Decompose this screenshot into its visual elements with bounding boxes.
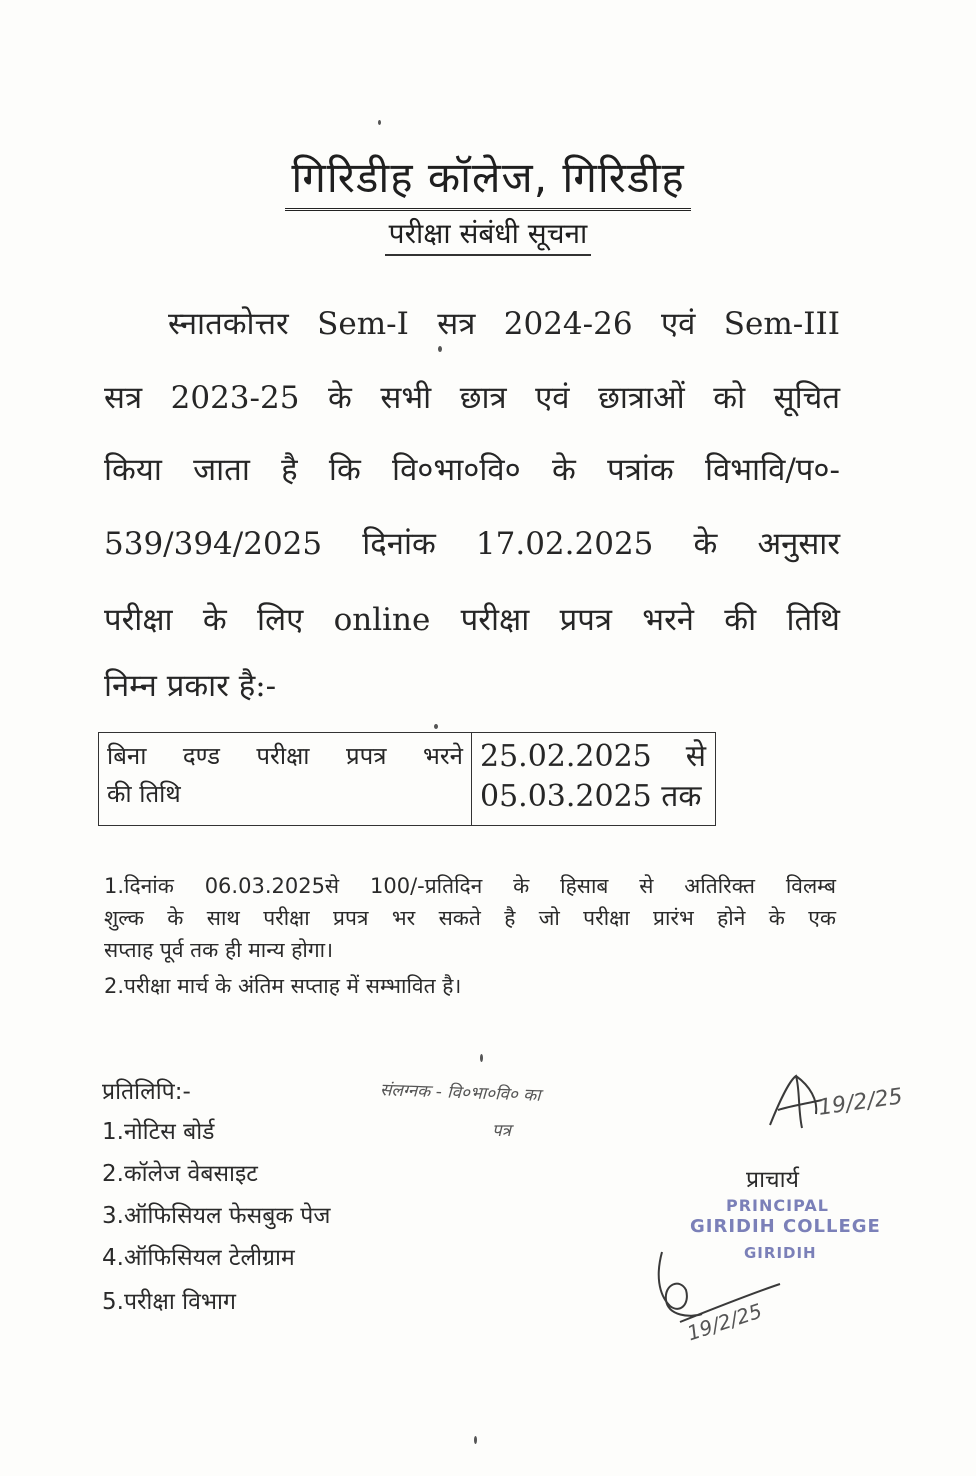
copy-item-website: 2.कॉलेज वेबसाइट [102, 1161, 258, 1187]
scan-speck [378, 120, 381, 125]
note-line-4: 2.परीक्षा मार्च के अंतिम सप्ताह में सम्भावित है। [104, 974, 462, 998]
schedule-table [98, 732, 716, 826]
copy-item-notice-board: 1.नोटिस बोर्ड [102, 1119, 215, 1145]
note-line-2: शुल्क के साथ परीक्षा प्रपत्र भर सकते है जो परीक्षा प्रारंभ होने के एक [104, 906, 836, 930]
copy-item-telegram: 4.ऑफिसियल टेलीग्राम [102, 1245, 295, 1271]
notice-subtitle: परीक्षा संबंधी सूचना [0, 214, 976, 252]
note-line-1: 1.दिनांक 06.03.2025से 100/-प्रतिदिन के हिसाब से अतिरिक्त विलम्ब [104, 874, 836, 898]
body-line-1: स्नातकोत्तर Sem-I सत्र 2024-26 एवं Sem-III [168, 306, 840, 342]
scan-speck [474, 1436, 477, 1444]
enclosure-note-line-2: पत्र [492, 1121, 512, 1141]
schedule-label-cell [99, 733, 472, 826]
seal-line-1: PRINCIPAL [726, 1196, 829, 1215]
schedule-label-line-2: की तिथि [107, 780, 181, 808]
scan-speck [434, 724, 438, 729]
copy-item-facebook: 3.ऑफिसियल फेसबुक पेज [102, 1203, 331, 1229]
body-line-5: परीक्षा के लिए online परीक्षा प्रपत्र भरने की तिथि [104, 602, 840, 638]
enclosure-note: संलग्नक - वि०भा०वि० का [379, 1080, 541, 1106]
seal-line-2: GIRIDIH COLLEGE [690, 1216, 881, 1237]
body-line-2: सत्र 2023-25 के सभी छात्र एवं छात्राओं को सूचित [104, 380, 840, 416]
second-signature-date: 19/2/25 [684, 1298, 765, 1346]
college-title: गिरिडीह कॉलेज, गिरिडीह [0, 148, 976, 205]
body-line-4: 539/394/2025 दिनांक 17.02.2025 के अनुसार [104, 526, 840, 562]
schedule-date-cell [472, 733, 716, 826]
signature-date: 19/2/25 [816, 1084, 905, 1121]
scan-speck [438, 346, 442, 352]
principal-title: प्राचार्य [746, 1167, 799, 1193]
schedule-start-date: 25.02.2025 से [480, 739, 706, 774]
body-line-6: निम्न प्रकार है:- [104, 668, 277, 704]
second-signature-icon [650, 1244, 790, 1364]
note-line-3: सप्ताह पूर्व तक ही मान्य होगा। [104, 938, 334, 962]
schedule-label-line-1: बिना दण्ड परीक्षा प्रपत्र भरने [107, 742, 463, 770]
copy-item-exam-dept: 5.परीक्षा विभाग [102, 1289, 236, 1315]
body-line-3: किया जाता है कि वि०भा०वि० के पत्रांक विभावि/प०- [104, 452, 840, 488]
seal-line-3: GIRIDIH [744, 1244, 817, 1262]
schedule-end-date: 05.03.2025 तक [480, 779, 702, 814]
scan-speck [480, 1054, 483, 1062]
copies-heading: प्रतिलिपि:- [102, 1079, 191, 1105]
